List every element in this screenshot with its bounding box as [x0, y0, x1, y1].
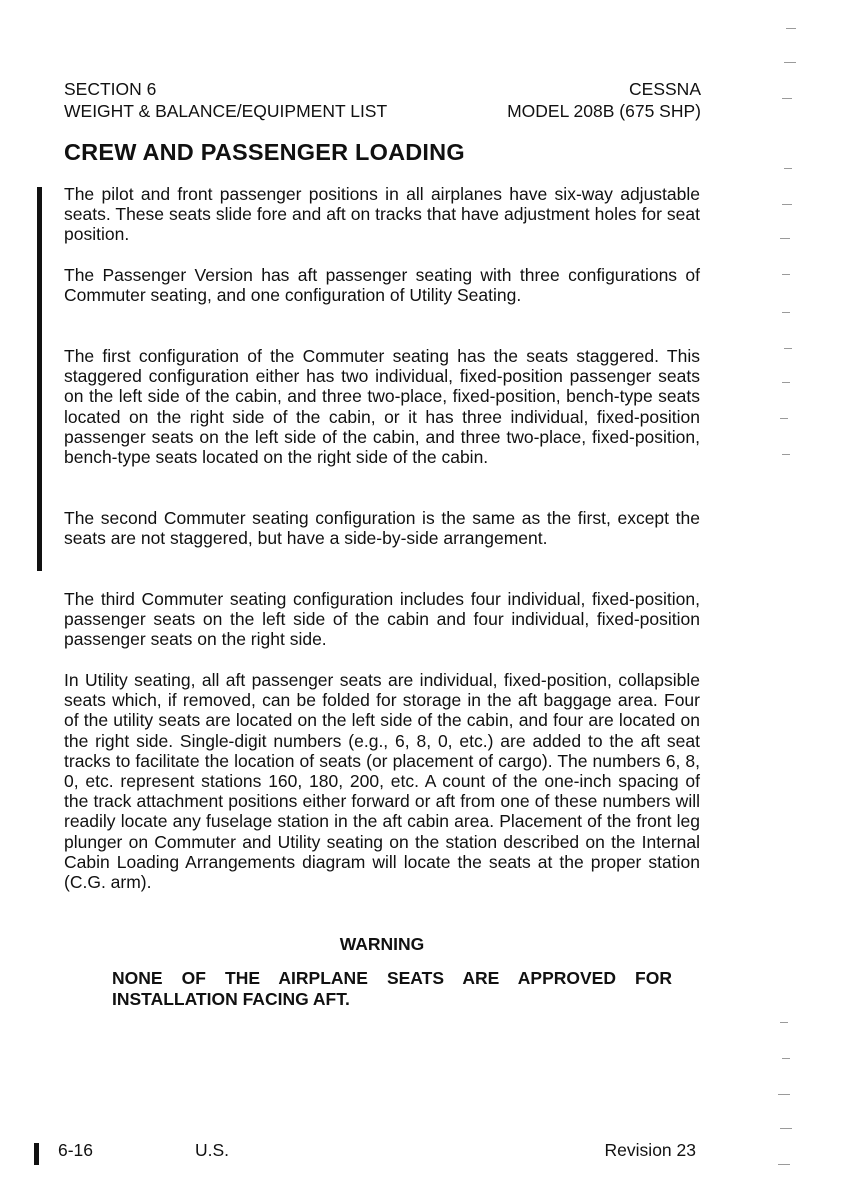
region-label: U.S. [195, 1140, 230, 1160]
scan-margin-marks [772, 20, 802, 1180]
paragraph-second-configuration: The second Commuter seating configuration is the same as the first, except the seats are not staggered, but have a side-by-side arrangement. [64, 508, 700, 549]
paragraph-seat-adjustment: The pilot and front passenger positions in all airplanes have six-way adjustable seats. These seats slide fore and aft on tracks that have adjustment holes for seat position. [64, 184, 700, 245]
page-number: 6-16 [58, 1140, 94, 1160]
section-title: WEIGHT & BALANCE/EQUIPMENT LIST [64, 101, 388, 121]
warning-text: NONE OF THE AIRPLANE SEATS ARE APPROVED FOR INSTALLATION FACING AFT. [112, 968, 672, 1009]
footer-change-bar [34, 1143, 39, 1165]
revision-change-bar [37, 187, 42, 571]
paragraph-utility-seating: In Utility seating, all aft passenger seats are individual, fixed-position, collapsible seats which, if removed, can be folded for storage in the aft baggage area. Four of the utility seats are located on the left side of the cabin, and four are located on the right side. Single-digit numbers (e.g., 6, 8, 0, etc.) are added to the aft seat tracks to facilitate the location of seats (or placement of cargo). The numbers 6, 8, 0, etc. represent stations 160, 180, 200, etc. A count of the one-inch spacing of the track attachment positions either forward or aft from one of these numbers will readily locate any fuselage station in the aft cabin area. Placement of the front leg plunger on Commuter and Utility seating on the station described on the Internal Cabin Loading Arrangements diagram will locate the seats at the proper station (C.G. arm). [64, 670, 700, 893]
paragraph-passenger-version: The Passenger Version has aft passenger seating with three configurations of Commuter seating, and one configuration of Utility Seating. [64, 265, 700, 306]
model-label: MODEL 208B (675 SHP) [507, 101, 701, 121]
manufacturer-label: CESSNA [629, 79, 701, 99]
paragraph-first-configuration: The first configuration of the Commuter seating has the seats staggered. This staggered configuration either has two individual, fixed-position passenger seats on the left side of the cabin, and three two-place, fixed-position, bench-type seats located on the right side of the cabin, or it has three individual, fixed-position passenger seats on the left side of the cabin, and three two-place, fixed-position, bench-type seats located on the right side of the cabin. [64, 346, 700, 468]
warning-heading: WARNING [339, 934, 425, 954]
revision-label: Revision 23 [604, 1140, 696, 1160]
paragraph-third-configuration: The third Commuter seating configuration includes four individual, fixed-position, passenger seats on the left side of the cabin and four individual, fixed-position passenger seats on the right side. [64, 589, 700, 650]
page-title: CREW AND PASSENGER LOADING [64, 139, 465, 165]
section-label: SECTION 6 [64, 79, 157, 99]
